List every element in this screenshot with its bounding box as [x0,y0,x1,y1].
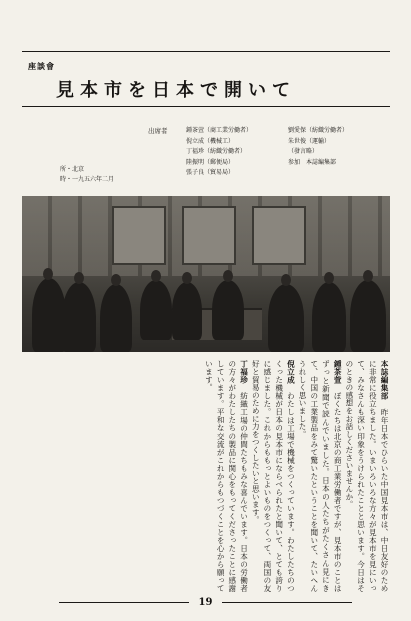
photo-window [182,206,236,265]
paragraph [296,360,343,592]
photo-head [182,272,192,284]
photo-person [172,282,202,340]
article-title: 見本市を日本で開いて [56,80,296,101]
attendee-name: 丁福珍（紡織労働者） [186,148,247,156]
speaker-name: 鍾茶萱 [333,360,343,385]
attendee-name: 倪立成（機械工） [186,137,235,145]
paragraph-text: 紡織工場の仲間たちもみな喜んでいます。日本の労働者の方々がわたしたちの製品に関心をもってくださったことに感謝しています。平和な交流がこれからもつづくことを心から願っています。 [204,360,249,592]
attendee-name: 陸振明（郵便局） [186,158,235,166]
page-number-text: 19 [198,597,213,608]
article-body [22,360,390,592]
attendees-label: 出席者 [148,127,168,135]
attendees-block [148,126,398,184]
attendees-column-2 [288,126,348,168]
photo-head [363,270,373,282]
photo-person [62,282,96,352]
meeting-place: 所・北京 [60,166,85,173]
paragraph [343,360,390,592]
photo-head [74,272,84,284]
photo-person [312,282,346,352]
attendees-column-1 [186,126,252,179]
meeting-time: 時・一九五六年二月 [60,176,115,183]
paragraph-text: 昨年日本でひらいた中国見本市は、中日友好のために非常に役立ちました。いまいろいろな方々が見本市を見にいって、みなさんも深い印象をうけられたことと思います。今日はそのときの感想をお話しくださいませんか。 [344,360,389,592]
paragraph [250,360,297,592]
photo-person [140,280,172,340]
paragraph-text: ぼくたちは北京の商工業労働者ですが、見本市のことはずっと新聞で読んでいました。日本の人たちがたくさん見にきて、中国の工業製品をみて驚いたということを聞いて、たいへんうれしく思いました。 [298,360,343,592]
speaker-name: 丁福珍 [239,360,249,385]
title-rule [22,106,390,107]
meeting-meta [60,165,114,185]
photo-person [100,284,132,352]
section-kicker: 座談會 [28,61,55,71]
attendee-name: 朱世俊（運輸） [288,137,331,145]
participant-editorial: 参加 本誌編集部 [288,158,337,166]
photo-person [268,284,304,352]
attendee-name: 張子良（貿易局） [186,169,235,177]
photo-head [151,270,161,282]
roundtable-photo [22,196,390,352]
attendee-name: 劉愛保（紡織労働者） [288,127,349,134]
photo-head [111,274,121,286]
page-number [0,597,411,608]
top-rule [22,51,390,52]
photo-head [223,270,233,282]
paragraph-text: わたしは工場で機械をつくっています。わたしたちのつくった機械が日本の見本市にならべられたと聞いて、とても誇りに感じました。これからももっとよいものをつくって、両国の友好と貿易のために力をつくしたいと思います。 [251,360,296,592]
photo-head [43,268,53,280]
photo-person [212,280,244,340]
photo-head [324,272,334,284]
photo-person [32,278,66,352]
photo-head [281,274,291,286]
speaker-name: 倪立成 [286,360,296,385]
photo-window [112,206,166,265]
attendee-name: （發言略） [288,148,319,156]
speaker-name: 本誌編集部 [380,360,389,401]
attendee-name: 鍾茶萱（商工業労働者） [186,127,253,134]
photo-person [350,280,386,352]
photo-window [252,206,306,265]
paragraph [203,360,250,592]
